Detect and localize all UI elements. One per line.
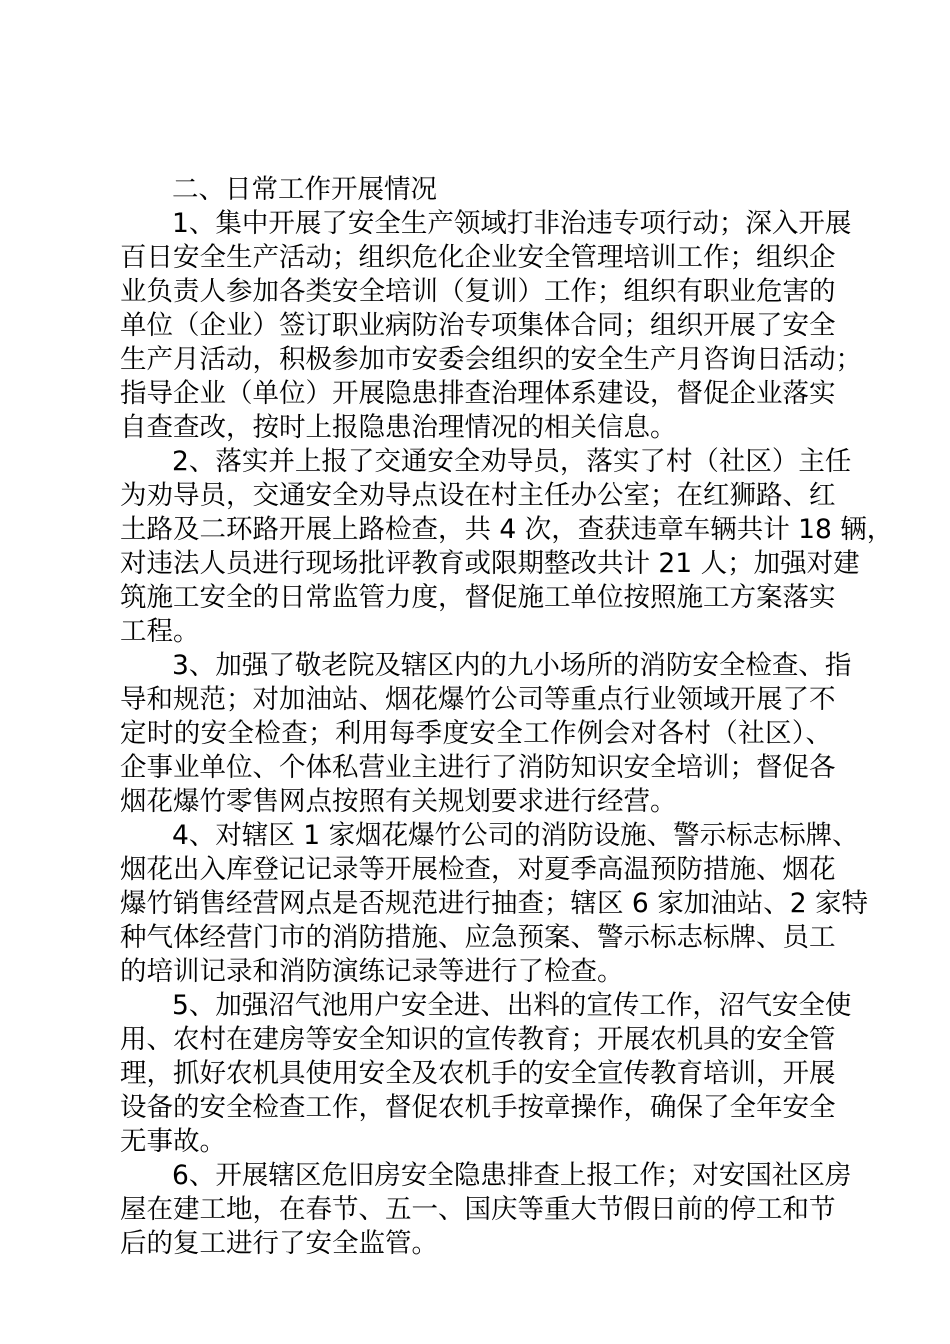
paragraph-line: 导和规范；对加油站、烟花爆竹公司等重点行业领域开展了不 bbox=[120, 684, 836, 715]
paragraph-line: 定时的安全检查；利用每季度安全工作例会对各村（社区）、 bbox=[120, 718, 832, 749]
paragraph-line: 指导企业（单位）开展隐患排查治理体系建设，督促企业落实 bbox=[120, 378, 836, 409]
paragraph-line: 理，抓好农机具使用安全及农机手的安全宣传教育培训，开展 bbox=[120, 1058, 836, 1089]
paragraph-line: 烟花爆竹零售网点按照有关规划要求进行经营。 bbox=[120, 786, 677, 817]
paragraph-line: 业负责人参加各类安全培训（复训）工作；组织有职业危害的 bbox=[120, 276, 836, 307]
paragraph-line: 为劝导员，交通安全劝导点设在村主任办公室；在红狮路、红 bbox=[120, 480, 836, 511]
paragraph-line: 1、集中开展了安全生产领域打非治违专项行动；深入开展 bbox=[172, 208, 852, 239]
paragraph-line: 生产月活动，积极参加市安委会组织的安全生产月咨询日活动； bbox=[120, 344, 862, 375]
paragraph-line: 屋在建工地，在春节、五一、国庆等重大节假日前的停工和节 bbox=[120, 1194, 836, 1225]
paragraph-line: 3、加强了敬老院及辖区内的九小场所的消防安全检查、指 bbox=[172, 650, 852, 681]
paragraph-line: 2、落实并上报了交通安全劝导员，落实了村（社区）主任 bbox=[172, 446, 852, 477]
paragraph-line: 6、开展辖区危旧房安全隐患排查上报工作；对安国社区房 bbox=[172, 1160, 852, 1191]
paragraph-line: 设备的安全检查工作，督促农机手按章操作，确保了全年安全 bbox=[120, 1092, 836, 1123]
paragraph-line: 的培训记录和消防演练记录等进行了检查。 bbox=[120, 956, 624, 987]
paragraph-line: 筑施工安全的日常监管力度，督促施工单位按照施工方案落实 bbox=[120, 582, 836, 613]
paragraph-line: 烟花出入库登记记录等开展检查，对夏季高温预防措施、烟花 bbox=[120, 854, 836, 885]
paragraph-line: 土路及二环路开展上路检查，共 4 次，查获违章车辆共计 18 辆， bbox=[120, 514, 894, 545]
paragraph-line: 4、对辖区 1 家烟花爆竹公司的消防设施、警示标志标牌、 bbox=[172, 820, 859, 851]
paragraph-line: 百日安全生产活动；组织危化企业安全管理培训工作；组织企 bbox=[120, 242, 836, 273]
paragraph-line: 后的复工进行了安全监管。 bbox=[120, 1228, 438, 1259]
paragraph-line: 自查查改，按时上报隐患治理情况的相关信息。 bbox=[120, 412, 677, 443]
paragraph-line: 单位（企业）签订职业病防治专项集体合同；组织开展了安全 bbox=[120, 310, 836, 341]
paragraph-line: 企事业单位、个体私营业主进行了消防知识安全培训；督促各 bbox=[120, 752, 836, 783]
paragraph-line: 用、农村在建房等安全知识的宣传教育；开展农机具的安全管 bbox=[120, 1024, 836, 1055]
paragraph-line: 爆竹销售经营网点是否规范进行抽查；辖区 6 家加油站、2 家特 bbox=[120, 888, 868, 919]
paragraph-line: 工程。 bbox=[120, 616, 200, 647]
paragraph-line: 5、加强沼气池用户安全进、出料的宣传工作，沼气安全使 bbox=[172, 990, 852, 1021]
paragraph-line: 对违法人员进行现场批评教育或限期整改共计 21 人；加强对建 bbox=[120, 548, 860, 579]
paragraph-line: 种气体经营门市的消防措施、应急预案、警示标志标牌、员工 bbox=[120, 922, 836, 953]
section-heading: 二、日常工作开展情况 bbox=[172, 174, 437, 205]
paragraph-line: 无事故。 bbox=[120, 1126, 226, 1157]
